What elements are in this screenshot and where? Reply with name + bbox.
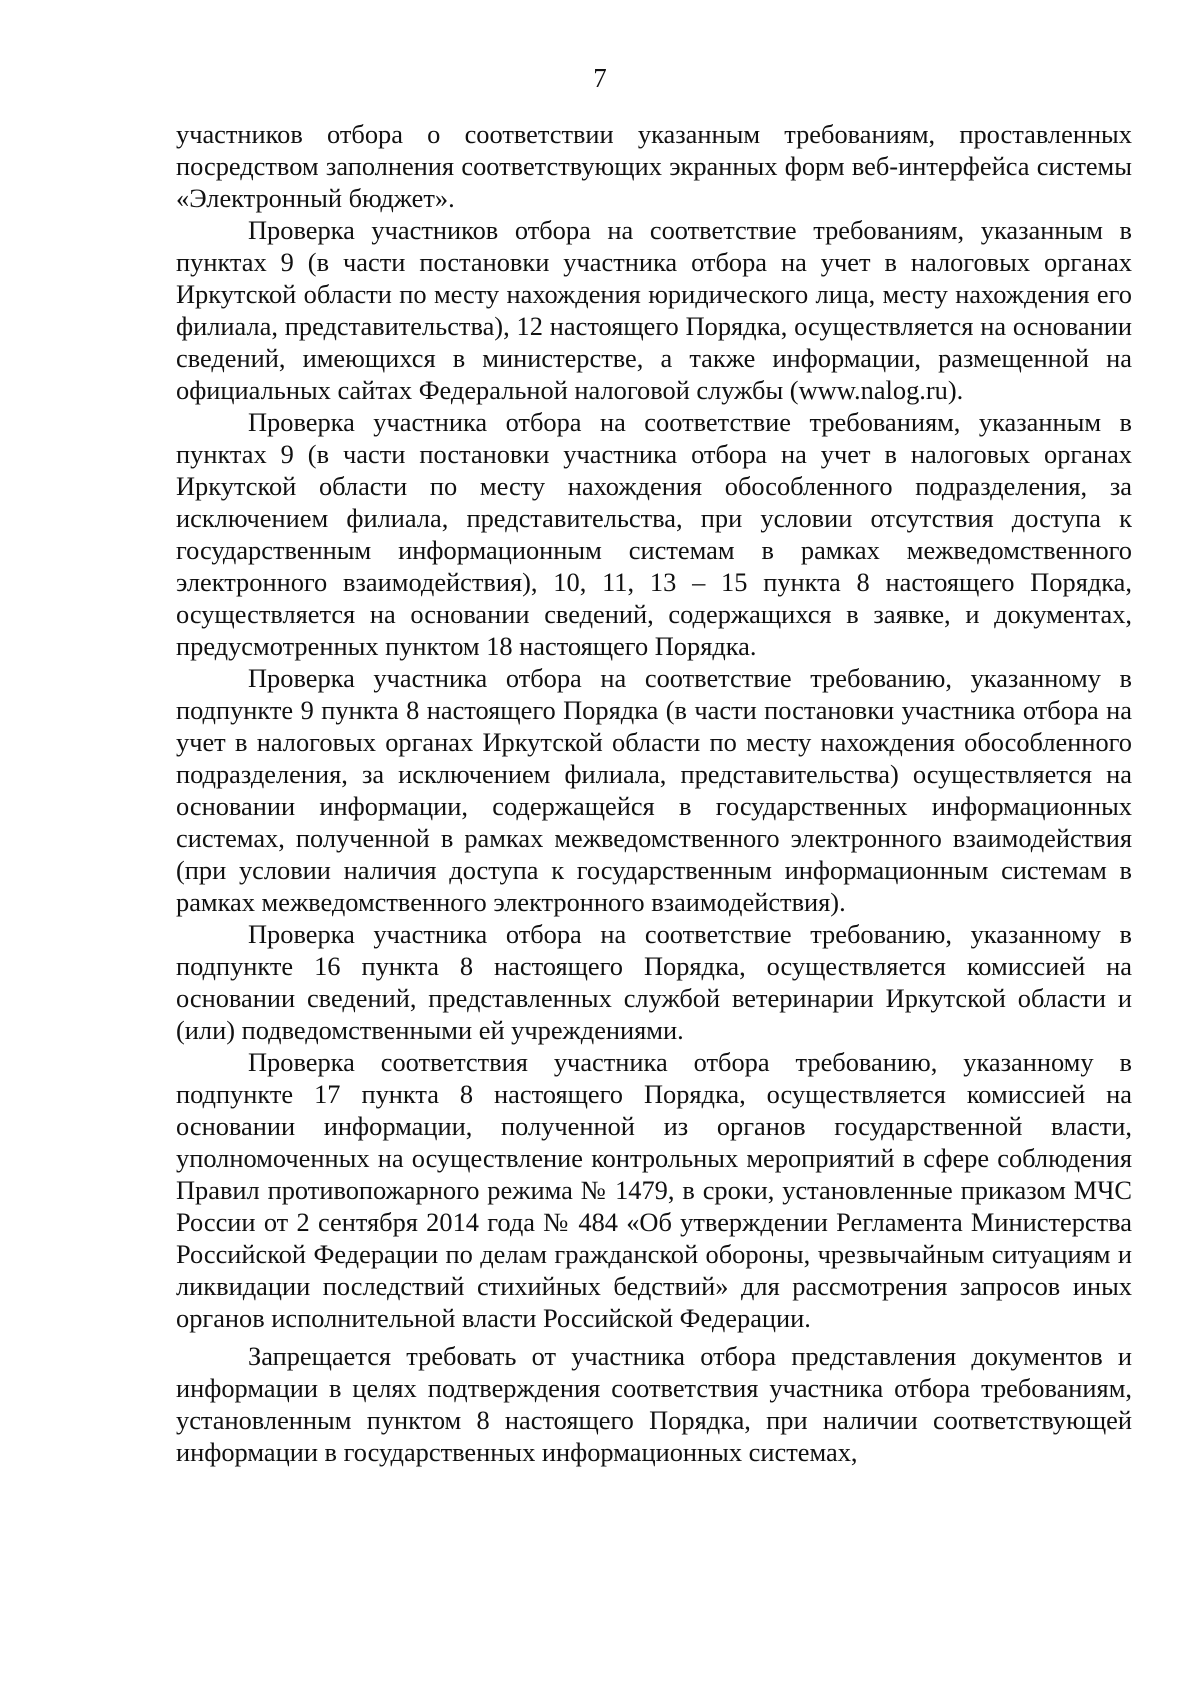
paragraph-check-separate-division: Проверка участника отбора на соответствие требованиям, указанным в пунктах 9 (в части постановки участника отбора на учет в налоговых органах Иркутской области по месту нахождения обособленного подразделения, за исключением филиала, представительства, при условии отсутствия доступа к государственным информационным системам в рамках межведомственного электронного взаимодействия), 10, 11, 13 – 15 пункта 8 настоящего Порядка, осуществляется на основании сведений, содержащихся в заявке, и документах, предусмотренных пунктом 18 настоящего Порядка. — [176, 407, 1132, 661]
paragraph-prohibition: Запрещается требовать от участника отбора представления документов и информации в целях подтверждения соответствия участника отбора требованиям, установленным пунктом 8 настоящего Порядка, при наличии соответствующей информации в государственных информационных системах, — [176, 1341, 1132, 1467]
document-body — [176, 118, 1132, 1468]
page-number: 7 — [593, 63, 607, 93]
paragraph-check-tax-registration: Проверка участников отбора на соответствие требованиям, указанным в пунктах 9 (в части постановки участника отбора на учет в налоговых органах Иркутской области по месту нахождения юридического лица, месту нахождения его филиала, представительства), 12 настоящего Порядка, осуществляется на основании сведений, имеющихся в министерстве, а также информации, размещенной на официальных сайтах Федеральной налоговой службы (www.nalog.ru). — [176, 215, 1132, 405]
paragraph-check-veterinary: Проверка участника отбора на соответствие требованию, указанному в подпункте 16 пункта 8 настоящего Порядка, осуществляется комиссией на основании сведений, представленных службой ветеринарии Иркутской области и (или) подведомственными ей учреждениями. — [176, 919, 1132, 1045]
paragraph-check-interagency-info: Проверка участника отбора на соответствие требованию, указанному в подпункте 9 пункта 8 настоящего Порядка (в части постановки участника отбора на учет в налоговых органах Иркутской области по месту нахождения обособленного подразделения, за исключением филиала, представительства) осуществляется на основании информации, содержащейся в государственных информационных системах, полученной в рамках межведомственного электронного взаимодействия (при условии наличия доступа к государственным информационным системам в рамках межведомственного электронного взаимодействия). — [176, 663, 1132, 917]
paragraph-check-fire-safety: Проверка соответствия участника отбора требованию, указанному в подпункте 17 пункта 8 настоящего Порядка, осуществляется комиссией на основании информации, полученной из органов государственной власти, уполномоченных на осуществление контрольных мероприятий в сфере соблюдения Правил противопожарного режима № 1479, в сроки, установленные приказом МЧС России от 2 сентября 2014 года № 484 «Об утверждении Регламента Министерства Российской Федерации по делам гражданской обороны, чрезвычайным ситуациям и ликвидации последствий стихийных бедствий» для рассмотрения запросов иных органов исполнительной власти Российской Федерации. — [176, 1047, 1132, 1333]
paragraph-continuation: участников отбора о соответствии указанным требованиям, проставленных посредством заполнения соответствующих экранных форм веб-интерфейса системы «Электронный бюджет». — [176, 119, 1132, 213]
